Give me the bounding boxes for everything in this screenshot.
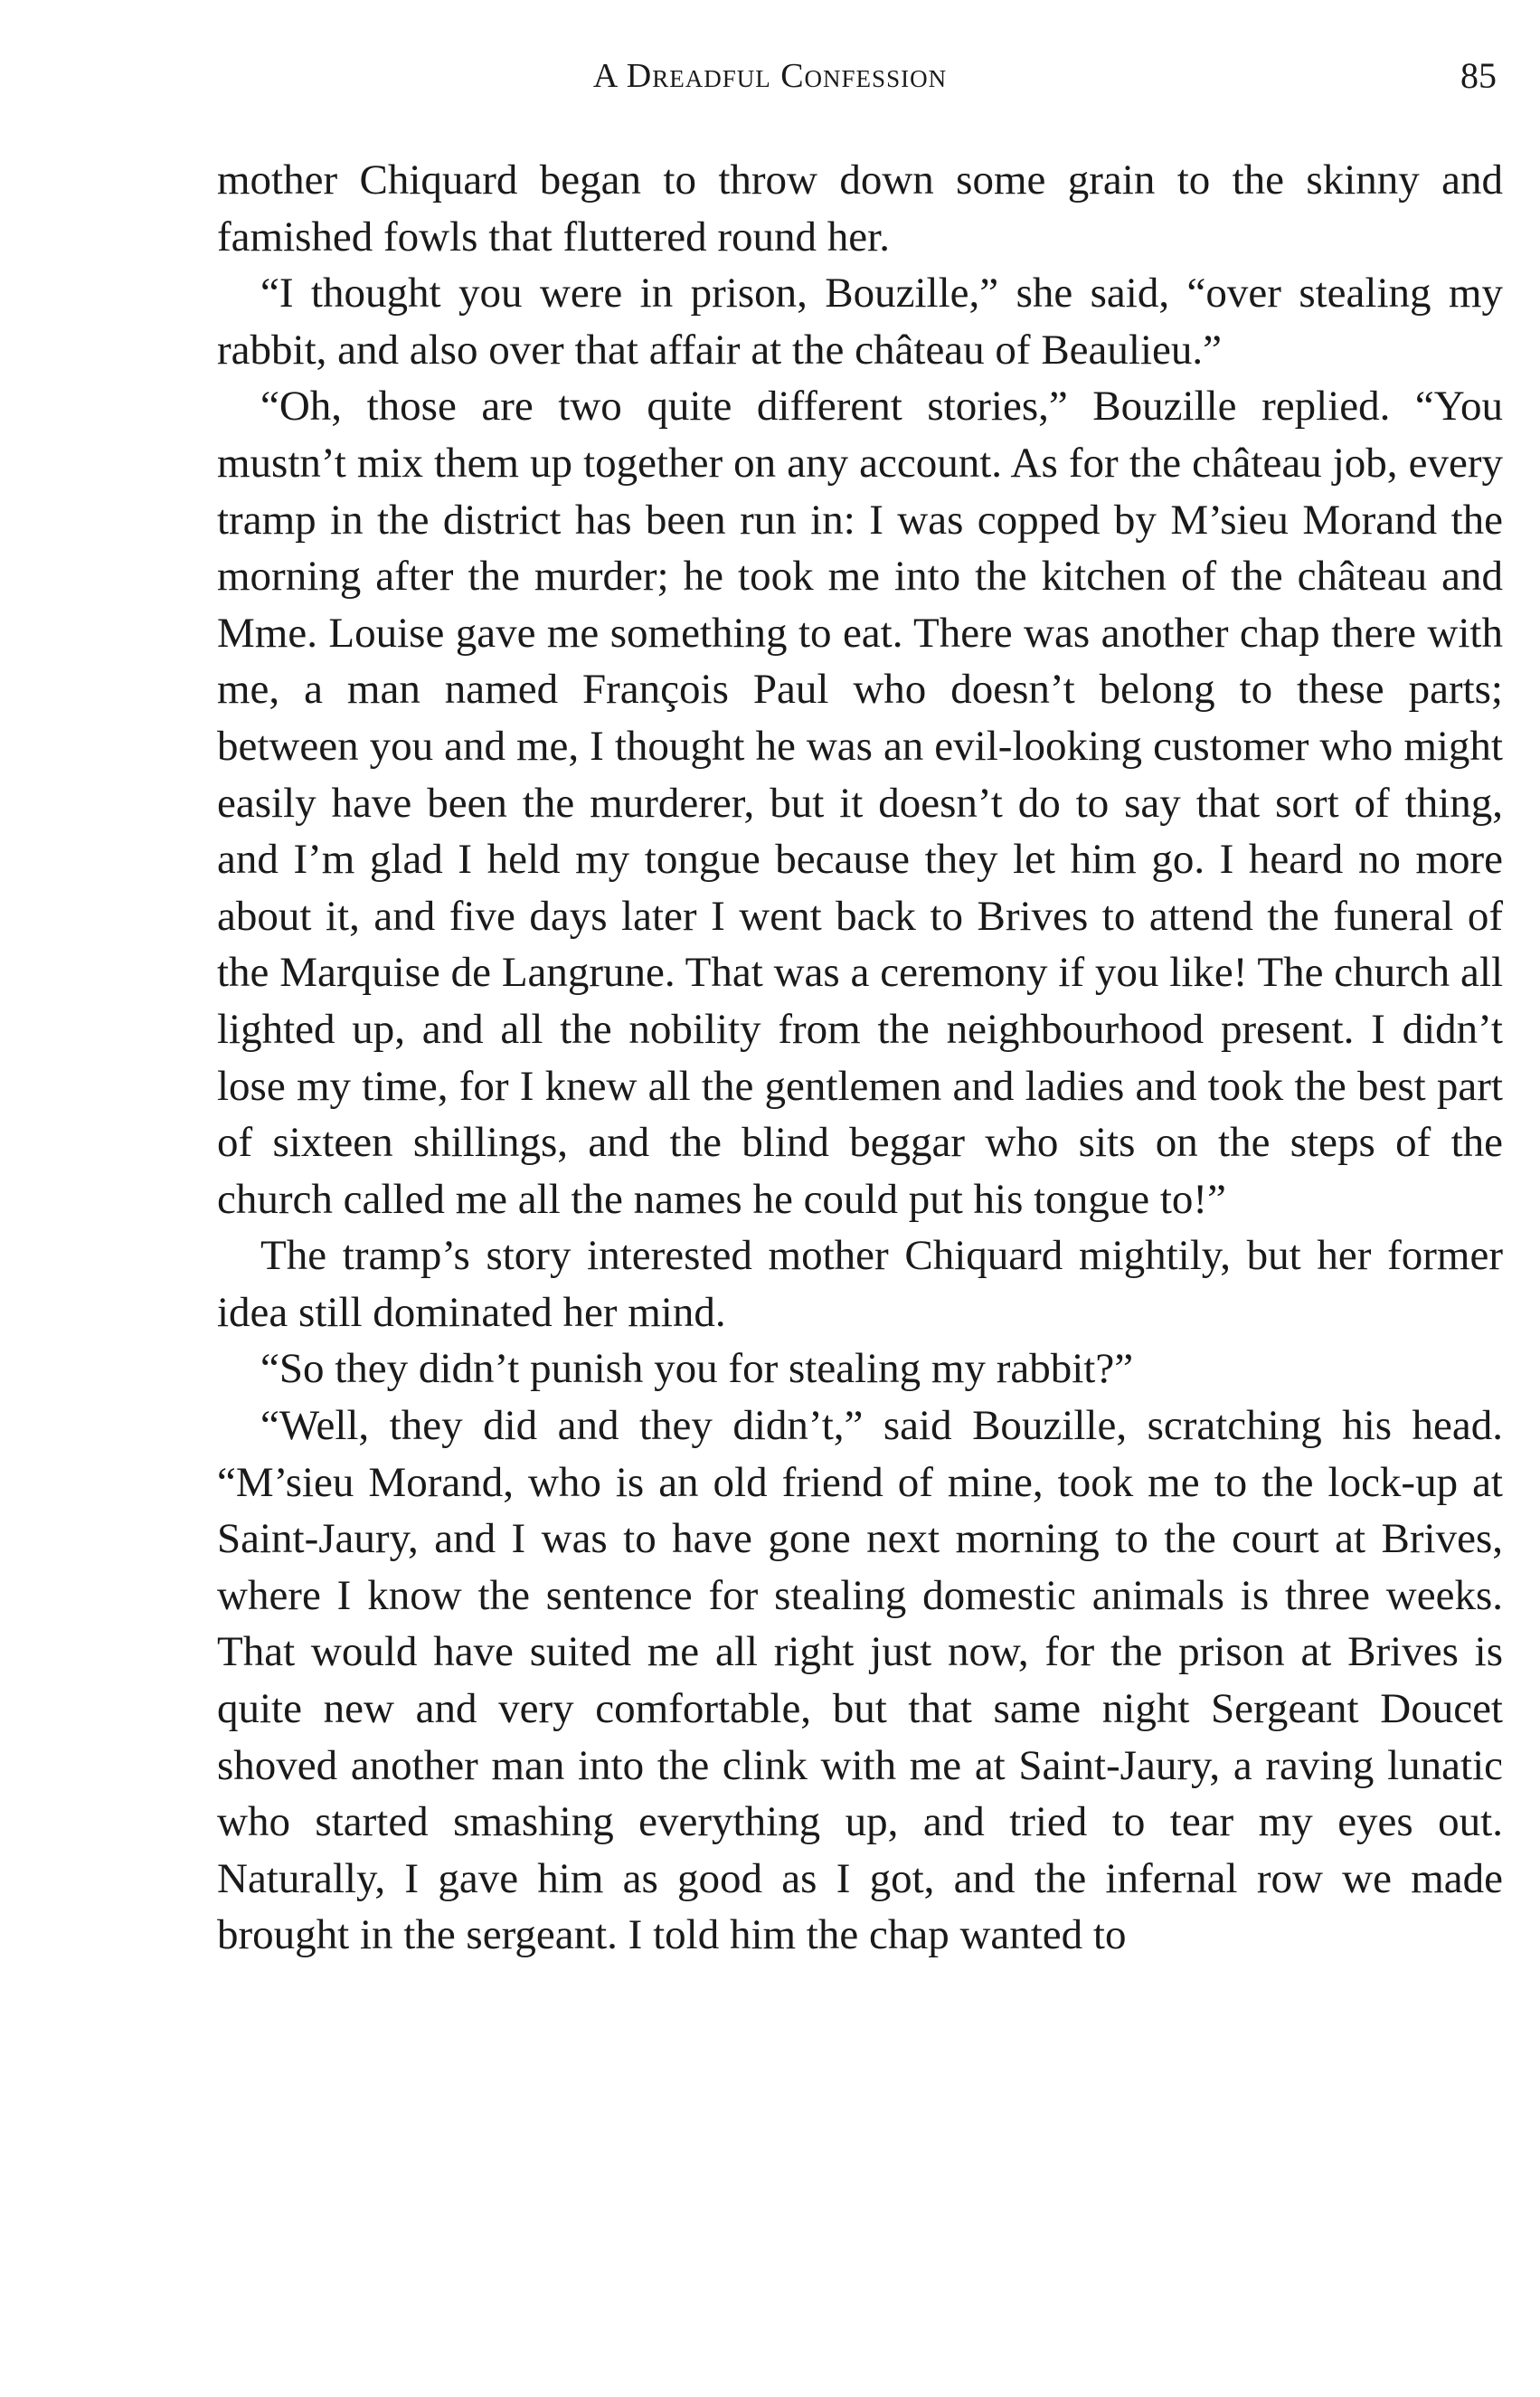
paragraph: “I thought you were in prison, Bouzille,” she said, “over stealing my rabbit, and also over that affair at the château of Beaulieu.”: [217, 270, 1503, 374]
paragraph: mother Chiquard began to throw down some grain to the skinny and famished fowls that fluttered round her.: [217, 156, 1503, 261]
paragraph: “So they didn’t punish you for stealing my rabbit?”: [260, 1345, 1134, 1393]
page-number: 85: [1460, 55, 1497, 96]
running-head: [0, 54, 1540, 109]
body-text: [217, 152, 1503, 1964]
paragraph: “Well, they did and they didn’t,” said Bouzille, scratching his head. “M’sieu Morand, who is an old friend of mine, took me to the lock-up at Saint-Jaury, and I was to have gone next morning to the court at Brives, where I know the sentence for stealing domestic animals is three weeks. That would have suited me all right just now, for the prison at Brives is quite new and very comfortable, but that same night Sergeant Doucet shoved another man into the clink with me at Saint-Jaury, a raving lunatic who started smashing everything up, and tried to tear my eyes out. Naturally, I gave him as good as I got, and the infernal row we made brought in the sergeant. I told him the chap wanted to: [217, 1402, 1503, 1959]
paragraph: “Oh, those are two quite different stories,” Bouzille replied. “You mustn’t mix them up together on any account. As for the château job, every tramp in the district has been run in: I was copped by M’sieu Morand the morning after the murder; he took me into the kitchen of the château and Mme. Louise gave me something to eat. There was another chap there with me, a man named François Paul who doesn’t belong to these parts; between you and me, I thought he was an evil-looking customer who might easily have been the murderer, but it doesn’t do to say that sort of thing, and I’m glad I held my tongue because they let him go. I heard no more about it, and five days later I went back to Brives to attend the funeral of the Marquise de Langrune. That was a ceremony if you like! The church all lighted up, and all the nobility from the neighbourhood present. I didn’t lose my time, for I knew all the gentlemen and ladies and took the best part of sixteen shillings, and the blind beggar who sits on the steps of the church called me all the names he could put his tongue to!”: [217, 383, 1503, 1223]
running-title: A Dreadful Confession: [592, 57, 948, 95]
paragraph: The tramp’s story interested mother Chiquard mightily, but her former idea still dominated her mind.: [217, 1232, 1503, 1336]
